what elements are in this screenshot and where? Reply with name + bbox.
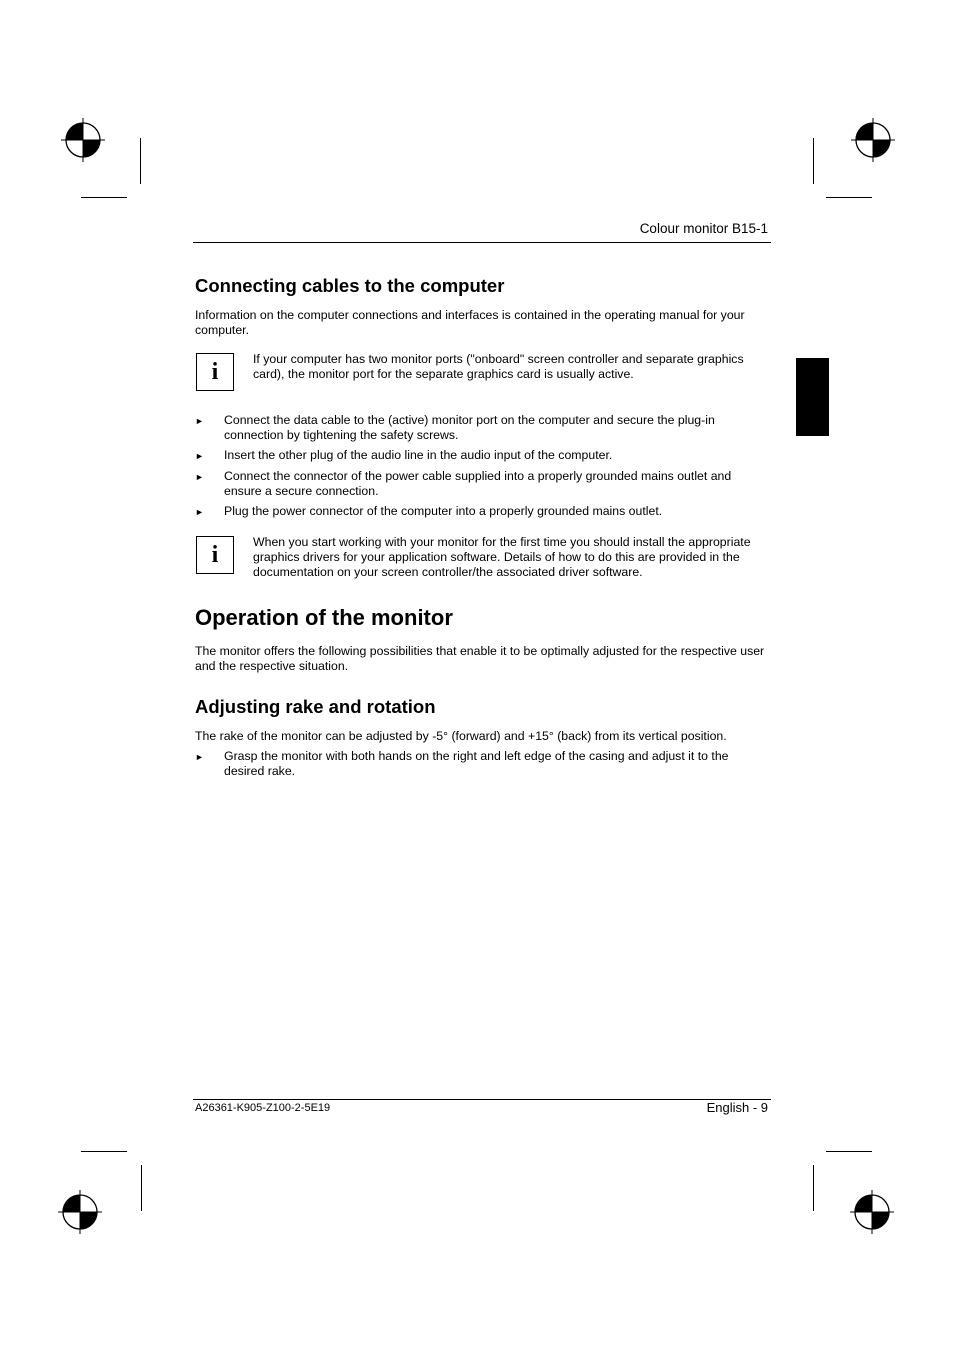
registration-mark-icon: [61, 118, 105, 162]
crop-mark: [813, 1165, 814, 1211]
info-note-text: When you start working with your monitor for the first time you should install the appropriate graphics drivers for your application software. Details of how to do this are provided in the documentation on your screen controller/the associated driver software.: [253, 535, 751, 579]
section-connecting: [195, 275, 770, 297]
section-intro-wrap: [195, 308, 770, 338]
crop-mark: [81, 197, 127, 198]
section-intro: The monitor offers the following possibilities that enable it to be optimally adjusted for the respective user and the respective situation.: [195, 644, 765, 673]
header-rule: [193, 242, 771, 243]
crop-mark: [81, 1151, 127, 1152]
document-number: A26361-K905-Z100-2-5E19: [195, 1102, 331, 1114]
list-item-text: Connect the connector of the power cable supplied into a properly grounded mains outlet and ensure a secure connection.: [224, 469, 732, 498]
registration-mark-icon: [850, 1190, 894, 1234]
section-rake: [195, 696, 770, 718]
running-header: Colour monitor B15-1: [639, 221, 768, 236]
crop-mark: [813, 138, 814, 184]
section-heading: Adjusting rake and rotation: [195, 696, 436, 717]
section-intro-wrap: [195, 644, 770, 674]
thumb-index-tab: [796, 358, 829, 436]
registration-mark-icon: [58, 1190, 102, 1234]
footer-rule: [193, 1099, 771, 1100]
list-item-text: Plug the power connector of the computer into a properly grounded mains outlet.: [224, 504, 663, 518]
bullet-arrow-icon: ►: [195, 472, 204, 482]
section-intro-wrap: [195, 729, 770, 744]
crop-mark: [141, 1165, 142, 1211]
bullet-arrow-icon: ►: [195, 507, 204, 517]
info-note-text: If your computer has two monitor ports ("onboard" screen controller and separate graphics card), the monitor port for the separate graphics card is usually active.: [253, 352, 744, 381]
section-intro: The rake of the monitor can be adjusted by -5° (forward) and +15° (back) from its vertical position.: [195, 729, 727, 743]
chapter-heading: Operation of the monitor: [195, 605, 453, 630]
crop-mark: [826, 1151, 872, 1152]
list-item-text: Insert the other plug of the audio line in the audio input of the computer.: [224, 448, 613, 462]
bullet-arrow-icon: ►: [195, 451, 204, 461]
section-intro: Information on the computer connections and interfaces is contained in the operating manual for your computer.: [195, 308, 745, 337]
section-operation: [195, 605, 770, 631]
list-item-text: Grasp the monitor with both hands on the right and left edge of the casing and adjust it to the desired rake.: [224, 749, 729, 778]
crop-mark: [140, 138, 141, 184]
section-heading: Connecting cables to the computer: [195, 275, 505, 296]
crop-mark: [826, 197, 872, 198]
page-number: English - 9: [706, 1100, 768, 1115]
list-item-text: Connect the data cable to the (active) monitor port on the computer and secure the plug-in connection by tightening the safety screws.: [224, 413, 715, 442]
registration-mark-icon: [851, 118, 895, 162]
bullet-arrow-icon: ►: [195, 416, 204, 426]
info-icon: i: [196, 536, 234, 574]
info-icon: i: [196, 353, 234, 391]
bullet-arrow-icon: ►: [195, 752, 204, 762]
